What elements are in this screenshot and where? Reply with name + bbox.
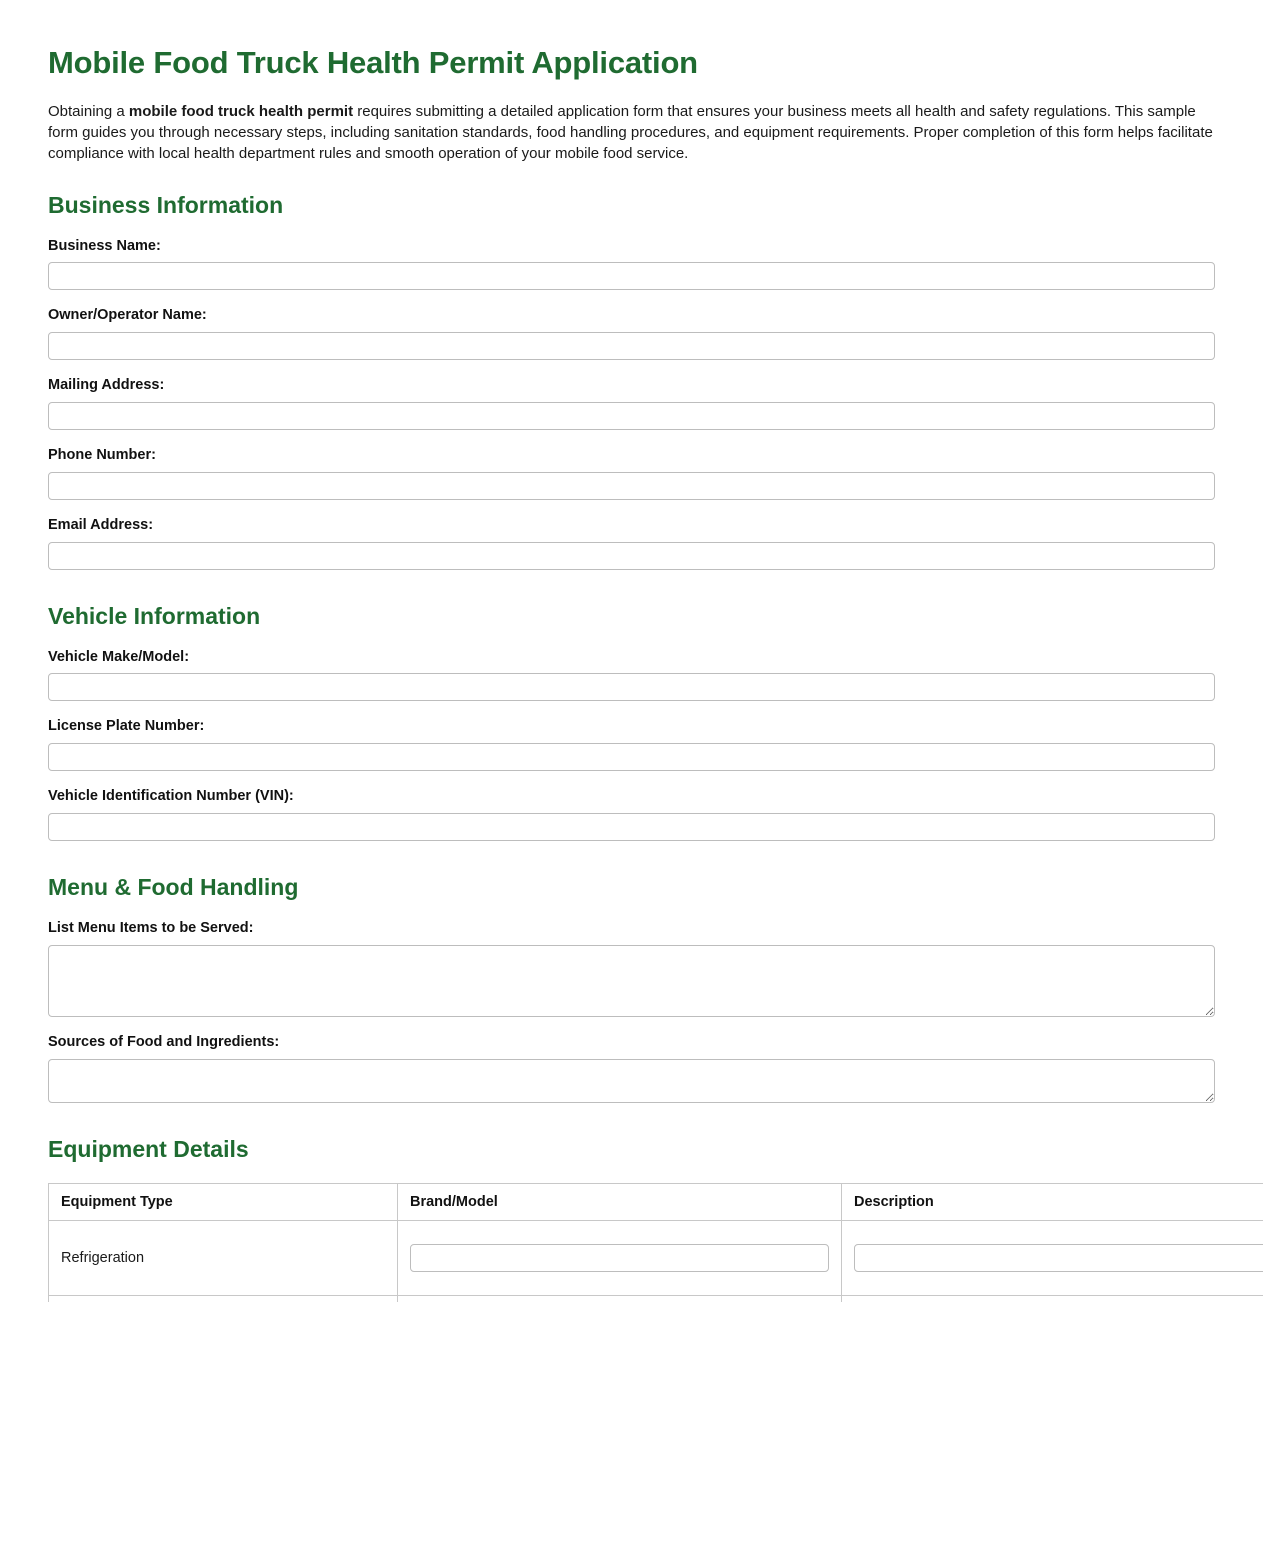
column-header-equipment-type: Equipment Type: [49, 1183, 398, 1220]
section-heading-menu-food-handling: Menu & Food Handling: [48, 874, 299, 901]
input-email-address[interactable]: [48, 542, 1215, 570]
page-title: Mobile Food Truck Health Permit Application: [48, 45, 698, 80]
label-phone-number: Phone Number:: [48, 447, 156, 464]
field-vehicle-make-model: [48, 648, 1215, 702]
column-header-brand-model: Brand/Model: [398, 1183, 842, 1220]
section-heading-vehicle-information: Vehicle Information: [48, 602, 261, 629]
cell-description: [842, 1295, 1263, 1302]
cell-equipment-type: [49, 1295, 398, 1302]
section-heading-equipment-details: Equipment Details: [48, 1135, 249, 1162]
intro-paragraph: [48, 101, 1215, 165]
field-mailing-address: [48, 376, 1215, 430]
section-heading-business-information: Business Information: [48, 191, 284, 218]
label-vin: Vehicle Identification Number (VIN):: [48, 788, 294, 805]
input-refrigeration-brand-model[interactable]: [410, 1244, 829, 1272]
label-vehicle-make-model: Vehicle Make/Model:: [48, 648, 190, 665]
cell-brand-model: [398, 1220, 842, 1295]
field-food-sources: [48, 1033, 1215, 1103]
input-phone-number[interactable]: [48, 472, 1215, 500]
input-mailing-address[interactable]: [48, 402, 1215, 430]
table-header: [49, 1183, 1263, 1220]
label-menu-items: List Menu Items to be Served:: [48, 920, 254, 937]
table-header-row: [49, 1183, 1263, 1220]
cell-brand-model: [398, 1295, 842, 1302]
label-business-name: Business Name:: [48, 237, 161, 254]
table-body: [49, 1220, 1263, 1302]
field-menu-items: [48, 919, 1215, 1017]
input-vehicle-make-model[interactable]: [48, 673, 1215, 701]
equipment-details-table: [48, 1183, 1263, 1302]
field-business-name: [48, 237, 1215, 291]
input-business-name[interactable]: [48, 262, 1215, 290]
field-owner-operator-name: [48, 306, 1215, 360]
field-license-plate-number: [48, 717, 1215, 771]
input-refrigeration-description[interactable]: [854, 1244, 1263, 1272]
cell-equipment-type: Refrigeration: [49, 1220, 398, 1295]
field-phone-number: [48, 446, 1215, 500]
intro-lead-text: Obtaining a: [48, 102, 129, 120]
column-header-description: Description: [842, 1183, 1263, 1220]
textarea-food-sources[interactable]: [48, 1059, 1215, 1103]
textarea-menu-items[interactable]: [48, 945, 1215, 1017]
label-email-address: Email Address:: [48, 516, 154, 533]
cell-description: [842, 1220, 1263, 1295]
intro-bold-phrase: mobile food truck health permit: [128, 102, 354, 120]
field-email-address: [48, 516, 1215, 570]
input-license-plate-number[interactable]: [48, 743, 1215, 771]
label-license-plate-number: License Plate Number:: [48, 718, 205, 735]
table-row: [49, 1220, 1263, 1295]
intro-rest-text: requires submitting a detailed application form that ensures your business meets all health and safety regulations. This sample form guides you through necessary steps, including sanitation standards, food handling procedures, and equipment requirements. Proper completion of this form helps facilitate compliance with local health department rules and smooth operation of your mobile food service.: [48, 102, 1213, 163]
label-mailing-address: Mailing Address:: [48, 377, 165, 394]
field-vin: [48, 787, 1215, 841]
input-vin[interactable]: [48, 813, 1215, 841]
table-row: [49, 1295, 1263, 1302]
label-food-sources: Sources of Food and Ingredients:: [48, 1033, 280, 1050]
input-owner-operator-name[interactable]: [48, 332, 1215, 360]
label-owner-operator-name: Owner/Operator Name:: [48, 307, 207, 324]
